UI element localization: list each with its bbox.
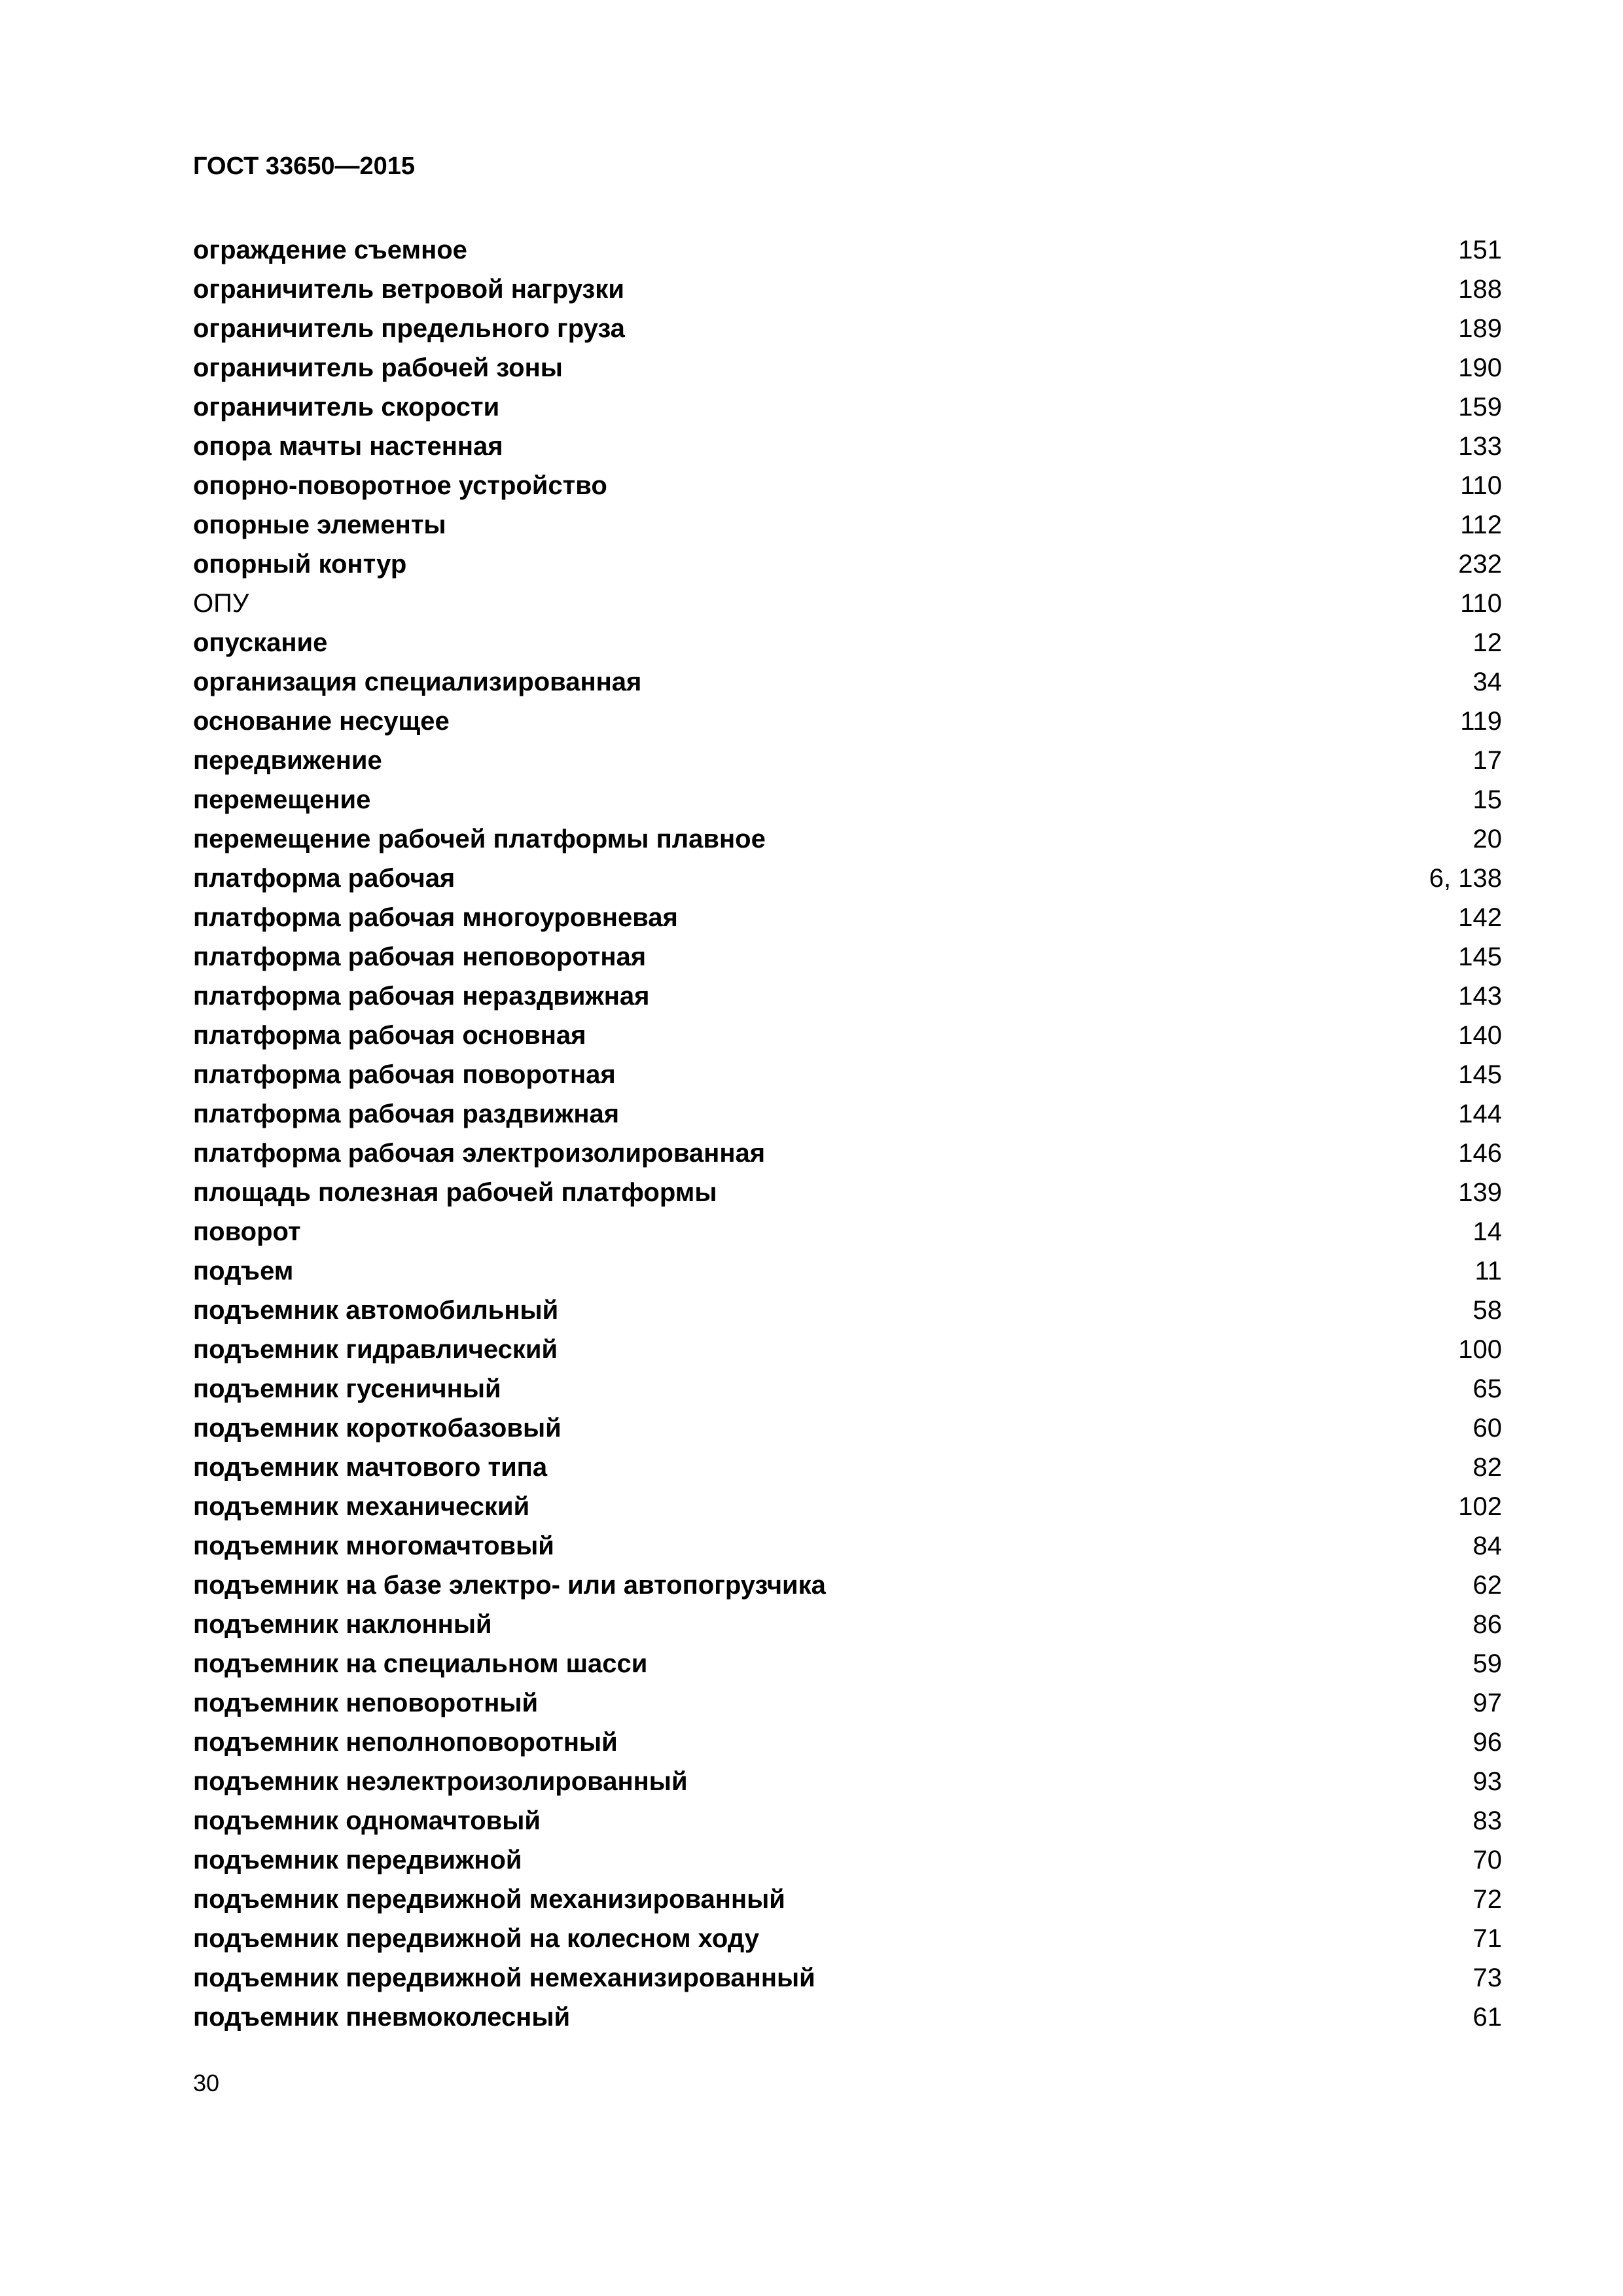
index-term: подъемник передвижной механизированный bbox=[193, 1885, 785, 1914]
index-page-ref: 189 bbox=[1458, 314, 1502, 343]
index-entry bbox=[193, 1998, 1502, 2037]
document-header bbox=[193, 148, 415, 185]
index-entry bbox=[193, 1251, 1502, 1291]
index-term: платформа рабочая многоуровневая bbox=[193, 903, 678, 932]
index-page-ref: 146 bbox=[1458, 1139, 1502, 1168]
index-term: перемещение рабочей платформы плавное bbox=[193, 825, 766, 853]
index-term: подъемник автомобильный bbox=[193, 1296, 559, 1325]
index-entry bbox=[193, 1605, 1502, 1644]
index-entry bbox=[193, 584, 1502, 623]
index-term: подъемник передвижной bbox=[193, 1846, 522, 1874]
index-term: платформа рабочая раздвижная bbox=[193, 1100, 620, 1128]
index-entry bbox=[193, 1369, 1502, 1408]
index-page-ref: 140 bbox=[1458, 1021, 1502, 1050]
index-term: основание несущее bbox=[193, 707, 450, 736]
index-term: подъемник наклонный bbox=[193, 1610, 492, 1639]
index-page-ref: 86 bbox=[1472, 1610, 1502, 1639]
index-term: опорный контур bbox=[193, 550, 407, 579]
index-term: опорные элементы bbox=[193, 511, 446, 539]
index-page-ref: 145 bbox=[1458, 942, 1502, 971]
index-entry bbox=[193, 1487, 1502, 1526]
index-entry bbox=[193, 466, 1502, 505]
index-term: подъемник неэлектроизолированный bbox=[193, 1767, 688, 1796]
index-page-ref: 190 bbox=[1458, 353, 1502, 382]
index-page-ref: 142 bbox=[1458, 903, 1502, 932]
index-entry bbox=[193, 1762, 1502, 1801]
index-page-ref: 119 bbox=[1460, 707, 1502, 736]
index-page-ref: 97 bbox=[1472, 1689, 1502, 1717]
index-entry bbox=[193, 1173, 1502, 1212]
index-page-ref: 139 bbox=[1458, 1178, 1502, 1207]
index-page-ref: 133 bbox=[1458, 432, 1502, 461]
index-entry bbox=[193, 780, 1502, 819]
index-page-ref: 84 bbox=[1472, 1532, 1502, 1560]
index-term: подъемник механический bbox=[193, 1492, 530, 1521]
page-number: 30 bbox=[193, 2070, 220, 2096]
alphabetical-index bbox=[193, 230, 1502, 2037]
index-page-ref: 65 bbox=[1472, 1374, 1502, 1403]
index-term: ограничитель рабочей зоны bbox=[193, 353, 563, 382]
index-page-ref: 159 bbox=[1458, 393, 1502, 422]
index-entry bbox=[193, 1566, 1502, 1605]
index-term: опорно-поворотное устройство bbox=[193, 471, 607, 500]
index-term: платформа рабочая основная bbox=[193, 1021, 586, 1050]
index-term: платформа рабочая поворотная bbox=[193, 1060, 616, 1089]
index-page-ref: 112 bbox=[1460, 511, 1502, 539]
index-entry bbox=[193, 859, 1502, 898]
index-entry bbox=[193, 1212, 1502, 1251]
index-term: подъем bbox=[193, 1257, 294, 1285]
index-entry bbox=[193, 505, 1502, 545]
index-term: подъемник одномачтовый bbox=[193, 1806, 541, 1835]
index-page-ref: 73 bbox=[1472, 1964, 1502, 1992]
index-page-ref: 71 bbox=[1472, 1924, 1502, 1953]
index-term: подъемник гусеничный bbox=[193, 1374, 501, 1403]
index-term: подъемник на базе электро- или автопогрузчика bbox=[193, 1571, 826, 1600]
index-entry bbox=[193, 230, 1502, 270]
index-entry bbox=[193, 309, 1502, 348]
index-term: подъемник короткобазовый bbox=[193, 1414, 562, 1443]
index-term: подъемник неповоротный bbox=[193, 1689, 539, 1717]
index-entry bbox=[193, 623, 1502, 662]
index-entry bbox=[193, 937, 1502, 977]
index-term: ограничитель предельного груза bbox=[193, 314, 625, 343]
index-entry bbox=[193, 702, 1502, 741]
index-page-ref: 14 bbox=[1472, 1217, 1502, 1246]
index-term: ограничитель ветровой нагрузки bbox=[193, 275, 624, 304]
index-page-ref: 62 bbox=[1472, 1571, 1502, 1600]
index-entry bbox=[193, 545, 1502, 584]
index-page-ref: 70 bbox=[1472, 1846, 1502, 1874]
index-page-ref: 110 bbox=[1460, 589, 1502, 618]
index-entry bbox=[193, 270, 1502, 309]
index-term: платформа рабочая bbox=[193, 864, 455, 893]
index-page-ref: 72 bbox=[1472, 1885, 1502, 1914]
index-entry bbox=[193, 819, 1502, 859]
index-page-ref: 102 bbox=[1458, 1492, 1502, 1521]
index-entry bbox=[193, 427, 1502, 466]
index-term: платформа рабочая электроизолированная bbox=[193, 1139, 766, 1168]
index-term: перемещение bbox=[193, 785, 371, 814]
index-entry bbox=[193, 1880, 1502, 1919]
index-entry bbox=[193, 1683, 1502, 1723]
index-term: опускание bbox=[193, 628, 328, 657]
index-page-ref: 96 bbox=[1472, 1728, 1502, 1757]
index-term: передвижение bbox=[193, 746, 382, 775]
index-term: подъемник мачтового типа bbox=[193, 1453, 548, 1482]
index-entry bbox=[193, 1958, 1502, 1998]
index-page-ref: 232 bbox=[1458, 550, 1502, 579]
index-entry bbox=[193, 1134, 1502, 1173]
index-entry bbox=[193, 1094, 1502, 1134]
index-page-ref: 110 bbox=[1460, 471, 1502, 500]
index-entry bbox=[193, 1291, 1502, 1330]
index-term: подъемник неполноповоротный bbox=[193, 1728, 618, 1757]
index-page-ref: 60 bbox=[1472, 1414, 1502, 1443]
index-page-ref: 6, 138 bbox=[1429, 864, 1502, 893]
index-entry bbox=[193, 1801, 1502, 1840]
index-term: подъемник гидравлический bbox=[193, 1335, 558, 1364]
index-term: платформа рабочая нераздвижная bbox=[193, 982, 650, 1011]
index-entry bbox=[193, 1055, 1502, 1094]
index-page-ref: 93 bbox=[1472, 1767, 1502, 1796]
index-page-ref: 145 bbox=[1458, 1060, 1502, 1089]
index-entry bbox=[193, 1644, 1502, 1683]
index-entry bbox=[193, 1408, 1502, 1448]
index-term: подъемник передвижной немеханизированный bbox=[193, 1964, 815, 1992]
index-entry bbox=[193, 1330, 1502, 1369]
index-term: опора мачты настенная bbox=[193, 432, 503, 461]
index-entry bbox=[193, 1840, 1502, 1880]
index-page-ref: 151 bbox=[1458, 236, 1502, 264]
index-page-ref: 83 bbox=[1472, 1806, 1502, 1835]
index-term: подъемник пневмоколесный bbox=[193, 2003, 571, 2032]
index-entry bbox=[193, 387, 1502, 427]
index-entry bbox=[193, 898, 1502, 937]
index-page-ref: 11 bbox=[1474, 1257, 1502, 1285]
index-page-ref: 100 bbox=[1458, 1335, 1502, 1364]
index-term: подъемник передвижной на колесном ходу bbox=[193, 1924, 759, 1953]
index-entry bbox=[193, 1016, 1502, 1055]
index-page-ref: 17 bbox=[1472, 746, 1502, 775]
index-page-ref: 59 bbox=[1472, 1649, 1502, 1678]
index-page-ref: 144 bbox=[1458, 1100, 1502, 1128]
index-term: организация специализированная bbox=[193, 668, 642, 696]
index-entry bbox=[193, 1448, 1502, 1487]
index-entry bbox=[193, 662, 1502, 702]
index-entry bbox=[193, 977, 1502, 1016]
index-entry bbox=[193, 1723, 1502, 1762]
index-page-ref: 61 bbox=[1472, 2003, 1502, 2032]
index-term: поворот bbox=[193, 1217, 301, 1246]
index-term: платформа рабочая неповоротная bbox=[193, 942, 647, 971]
index-page-ref: 188 bbox=[1458, 275, 1502, 304]
index-entry bbox=[193, 741, 1502, 780]
index-term: площадь полезная рабочей платформы bbox=[193, 1178, 717, 1207]
index-page-ref: 15 bbox=[1472, 785, 1502, 814]
standard-title: ГОСТ 33650—2015 bbox=[193, 152, 416, 180]
index-entry bbox=[193, 1919, 1502, 1958]
index-term: подъемник многомачтовый bbox=[193, 1532, 554, 1560]
index-page-ref: 20 bbox=[1472, 825, 1502, 853]
index-page-ref: 82 bbox=[1472, 1453, 1502, 1482]
index-page-ref: 143 bbox=[1458, 982, 1502, 1011]
index-term: ОПУ bbox=[193, 589, 249, 618]
index-term: подъемник на специальном шасси bbox=[193, 1649, 648, 1678]
index-page-ref: 34 bbox=[1472, 668, 1502, 696]
index-term: ограничитель скорости bbox=[193, 393, 500, 422]
index-entry bbox=[193, 348, 1502, 387]
index-page-ref: 12 bbox=[1472, 628, 1502, 657]
index-term: ограждение съемное bbox=[193, 236, 467, 264]
index-entry bbox=[193, 1526, 1502, 1566]
index-page-ref: 58 bbox=[1472, 1296, 1502, 1325]
